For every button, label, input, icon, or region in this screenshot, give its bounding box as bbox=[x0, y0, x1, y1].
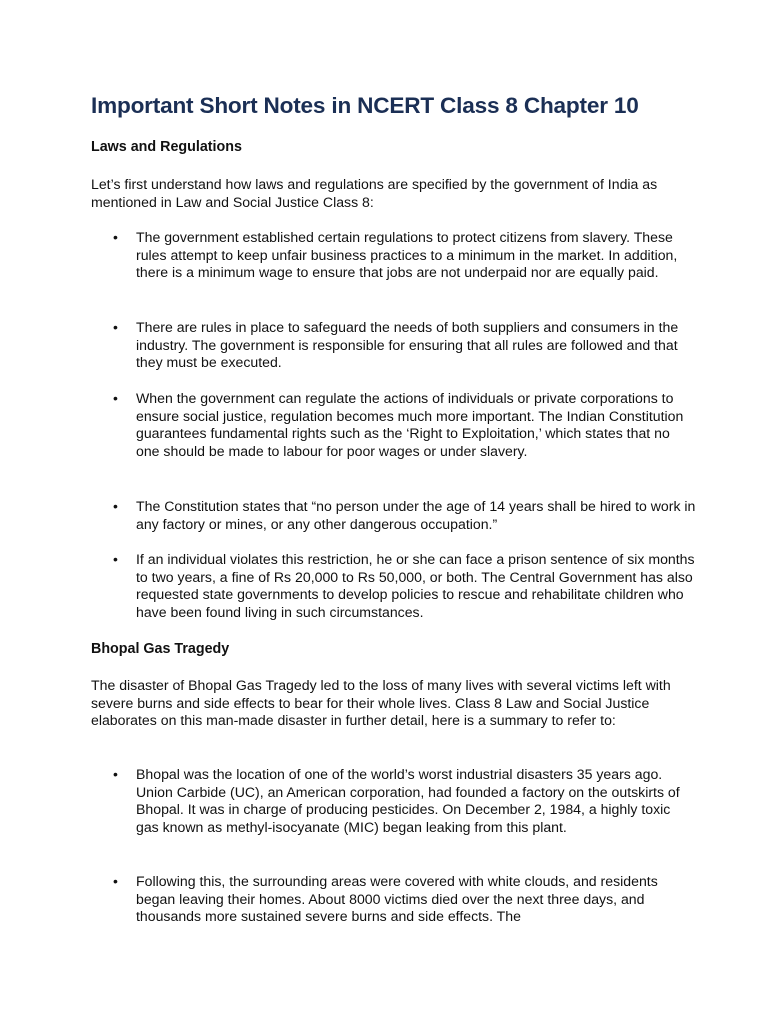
list-item-text: The government established certain regulations to protect citizens from slavery. These rules attempt to keep unfair business practices to a minimum in the market. In addition, there is a minimum wage to ensure that jobs are not underpaid nor are equally paid. bbox=[136, 229, 678, 281]
list-item-text: If an individual violates this restriction, he or she can face a prison sentence of six months to two years, a fine of Rs 20,000 to Rs 50,000, or both. The Central Government has also requested state governments to develop policies to rescue and rehabilitate children who have been found living in such circumstances. bbox=[136, 551, 695, 620]
list-item-text: When the government can regulate the actions of individuals or private corporations to ensure social justice, regulation becomes much more important. The Indian Constitution guarantees fundamental rights such as the ‘Right to Exploitation,’ which states that no one should be made to labour for poor wages or under slavery. bbox=[136, 390, 684, 459]
list-item bbox=[113, 766, 696, 836]
list-item bbox=[113, 551, 696, 621]
bullet-icon: • bbox=[113, 551, 118, 567]
section-heading-bhopal: Bhopal Gas Tragedy bbox=[91, 641, 230, 657]
list-item bbox=[113, 873, 696, 926]
section-intro-laws: Let’s first understand how laws and regulations are specified by the government of India as mentioned in Law and Social Justice Class 8: bbox=[91, 176, 658, 210]
section-intro-bhopal: The disaster of Bhopal Gas Tragedy led to the loss of many lives with several victims left with severe burns and side effects to bear for their whole lives. Class 8 Law and Social Justice elaborates on this man-made disaster in further detail, here is a summary to refer to: bbox=[91, 677, 671, 729]
bullet-icon: • bbox=[113, 498, 118, 514]
bullet-icon: • bbox=[113, 766, 118, 782]
list-item-text: Following this, the surrounding areas were covered with white clouds, and residents began leaving their homes. About 8000 victims died over the next three days, and thousands more sustained severe burns and side effects. The bbox=[136, 873, 658, 925]
list-item-text: The Constitution states that “no person under the age of 14 years shall be hired to work in any factory or mines, or any other dangerous occupation.” bbox=[136, 498, 696, 532]
bullet-icon: • bbox=[113, 229, 118, 245]
list-item bbox=[113, 229, 696, 282]
list-item bbox=[113, 498, 696, 533]
list-item bbox=[113, 319, 696, 372]
list-item-text: There are rules in place to safeguard the needs of both suppliers and consumers in the industry. The government is responsible for ensuring that all rules are followed and that they must be executed. bbox=[136, 319, 679, 371]
document-title: Important Short Notes in NCERT Class 8 Chapter 10 bbox=[91, 93, 639, 118]
section-heading-laws: Laws and Regulations bbox=[91, 139, 242, 155]
list-item-text: Bhopal was the location of one of the world’s worst industrial disasters 35 years ago. Union Carbide (UC), an American corporation, had founded a factory on the outskirts of Bhopal. It was in charge of producing pesticides. On December 2, 1984, a highly toxic gas known as methyl-isocyanate (MIC) began leaking from this plant. bbox=[136, 766, 680, 835]
list-item bbox=[113, 390, 696, 460]
bullet-icon: • bbox=[113, 319, 118, 335]
bullet-icon: • bbox=[113, 390, 118, 406]
bullet-icon: • bbox=[113, 873, 118, 889]
